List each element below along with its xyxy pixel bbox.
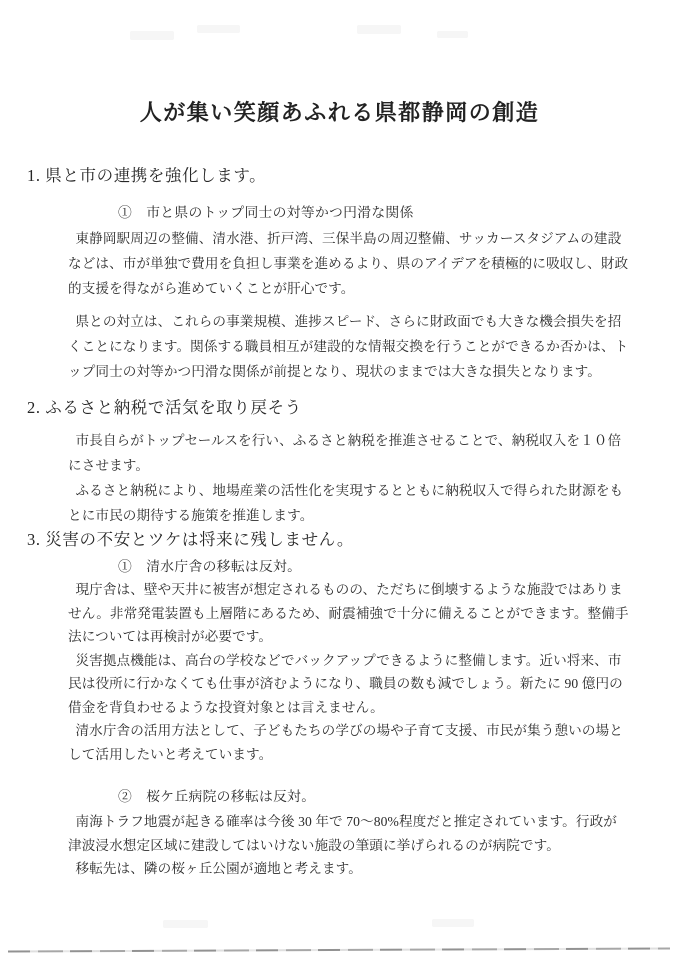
section-3-paragraph-4 [68,810,633,857]
text-line: くことになります。関係する職員相互が建設的な情報交換を行うことができるか否かは、ト [68,339,629,354]
section-3-paragraph-3 [68,719,633,766]
text-line: 市長自らがトップセールスを行い、ふるさと納税を推進させることで、納税収入を１０倍 [75,433,622,448]
text-line: ップ同士の対等かつ円滑な関係が前提となり、現状のままでは大きな損失となります。 [68,364,601,379]
text-line: 東静岡駅周辺の整備、清水港、折戸湾、三保半島の周辺整備、サッカースタジアムの建設 [75,231,622,246]
section-2-heading: 2. ふるさと納税で活気を取り戻そう [27,398,302,417]
text-line: 借金を背負わせるような投資対象とは言えません。 [68,699,384,715]
section-3-heading: 3. 災害の不安とツケは将来に残しません。 [27,530,354,549]
scan-streak [437,31,468,38]
text-line: 現庁舎は、壁や天井に被害が想定されるものの、ただちに倒壊するような施設ではありま [75,582,623,597]
section-1-paragraph-1 [68,226,633,301]
text-line: 移転先は、隣の桜ヶ丘公園が適地と考えます。 [75,861,362,876]
text-line: 南海トラフ地震が起きる確率は今後 30 年で 70～80%程度だと推定されています。行政が [75,814,617,829]
section-2-paragraph-1 [68,428,633,478]
section-3-paragraph-2 [68,649,633,720]
text-line: 法については再検討が必要です。 [68,629,273,644]
section-3-subitem-1: ① 清水庁舎の移転は反対。 [118,559,302,574]
section-1-subitem-1: ① 市と県のトップ同士の対等かつ円滑な関係 [118,205,414,220]
text-line: などは、市が単独で費用を負担し事業を進めるより、県のアイデアを積極的に吸収し、財政 [68,256,629,271]
scan-streak [130,31,174,40]
text-line: 民は役所に行かなくても仕事が済むようになり、職員の数も減でしょう。新たに 90 億円の [68,676,623,691]
scan-streak [197,25,240,33]
text-line: 県との対立は、これらの事業規模、進捗スピード、さらに財政面でも大きな機会損失を招 [75,314,622,329]
section-3-subitem-2: ② 桜ケ丘病院の移転は反対。 [118,789,316,804]
page-title: 人が集い笑顔あふれる県都静岡の創造 [139,100,540,125]
scan-streak [357,25,401,34]
section-3-paragraph-1 [68,578,633,649]
scan-separator-line [8,947,670,952]
text-line: して活用したいと考えています。 [68,746,273,762]
text-line: とに市民の期待する施策を推進します。 [68,508,314,523]
text-line: ふるさと納税により、地場産業の活性化を実現するとともに納税収入で得られた財源をも [75,483,624,498]
section-1-heading: 1. 県と市の連携を強化します。 [27,166,267,185]
text-line: 清水庁舎の活用方法として、子どもたちの学びの場や子育て支援、市民が集う憩いの場と [75,723,623,738]
scan-streak [432,919,474,927]
text-line: 的支援を得ながら進めていくことが肝心です。 [68,281,355,296]
text-line: 津波浸水想定区域に建設してはいけない施設の筆頭に挙げられるのが病院です。 [68,837,560,853]
text-line: せん。非常発電装置も上層階にあるため、耐震補強で十分に備えることができます。整備手 [68,605,629,621]
text-line: にさせます。 [68,458,150,473]
section-3-paragraph-5 [68,857,633,881]
text-line: 災害拠点機能は、高台の学校などでバックアップできるように整備します。近い将来、市 [75,652,622,668]
scan-streak [163,920,208,928]
section-1-paragraph-2 [68,309,633,384]
section-2-paragraph-2 [68,478,633,528]
